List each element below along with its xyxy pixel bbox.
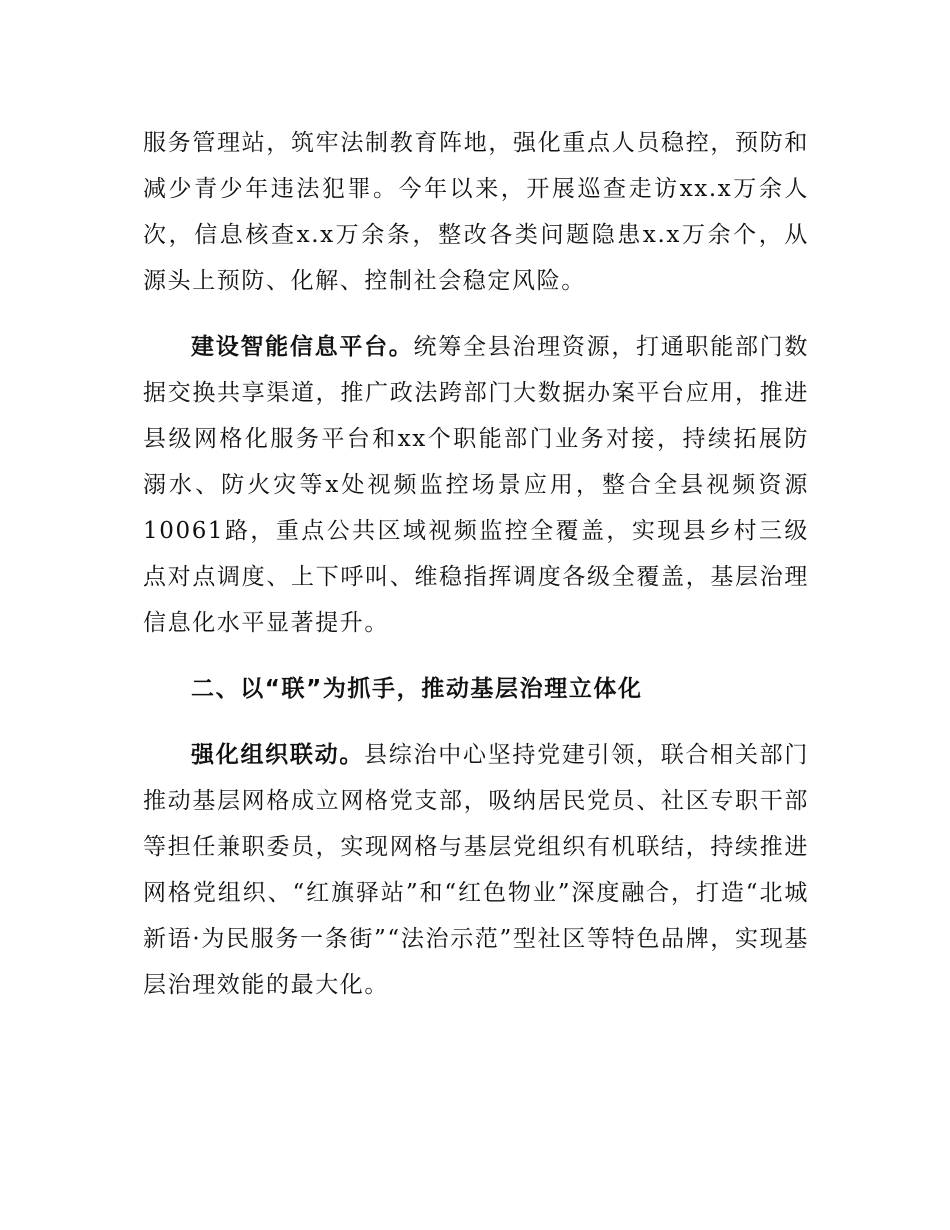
paragraph-lead: 强化组织联动。 bbox=[191, 742, 365, 768]
paragraph-text: 县综治中心坚持党建引领，联合相关部门推动基层网格成立网格党支部，吸纳居民党员、社区专职干部等担任兼职委员，实现网格与基层党组织有机联结，持续推进网格党组织、“红旗驿站”和“红色物业”深度融合，打造“北城新语·为民服务一条街”“法治示范”型社区等特色品牌，实现基层治理效能的最大化。 bbox=[143, 742, 809, 998]
paragraph-organization-linkage bbox=[143, 732, 809, 1008]
paragraph-smart-platform bbox=[143, 324, 809, 646]
paragraph-text: 统筹全县治理资源，打通职能部门数据交换共享渠道，推广政法跨部门大数据办案平台应用，推进县级网格化服务平台和xx个职能部门业务对接，持续拓展防溺水、防火灾等x处视频监控场景应用，整合全县视频资源10061路，重点公共区域视频监控全覆盖，实现县乡村三级点对点调度、上下呼叫、维稳指挥调度各级全覆盖，基层治理信息化水平显著提升。 bbox=[143, 334, 809, 636]
paragraph-lead: 建设智能信息平台。 bbox=[191, 334, 414, 360]
paragraph-text: 服务管理站，筑牢法制教育阵地，强化重点人员稳控，预防和减少青少年违法犯罪。今年以来，开展巡查走访xx.x万余人次，信息核查x.x万余条，整改各类问题隐患x.x万余个，从源头上预防、化解、控制社会稳定风险。 bbox=[143, 130, 809, 294]
section-heading: 二、以“联”为抓手，推动基层治理立体化 bbox=[191, 676, 643, 702]
paragraph-continuation bbox=[143, 120, 809, 304]
document-body bbox=[143, 120, 809, 1008]
